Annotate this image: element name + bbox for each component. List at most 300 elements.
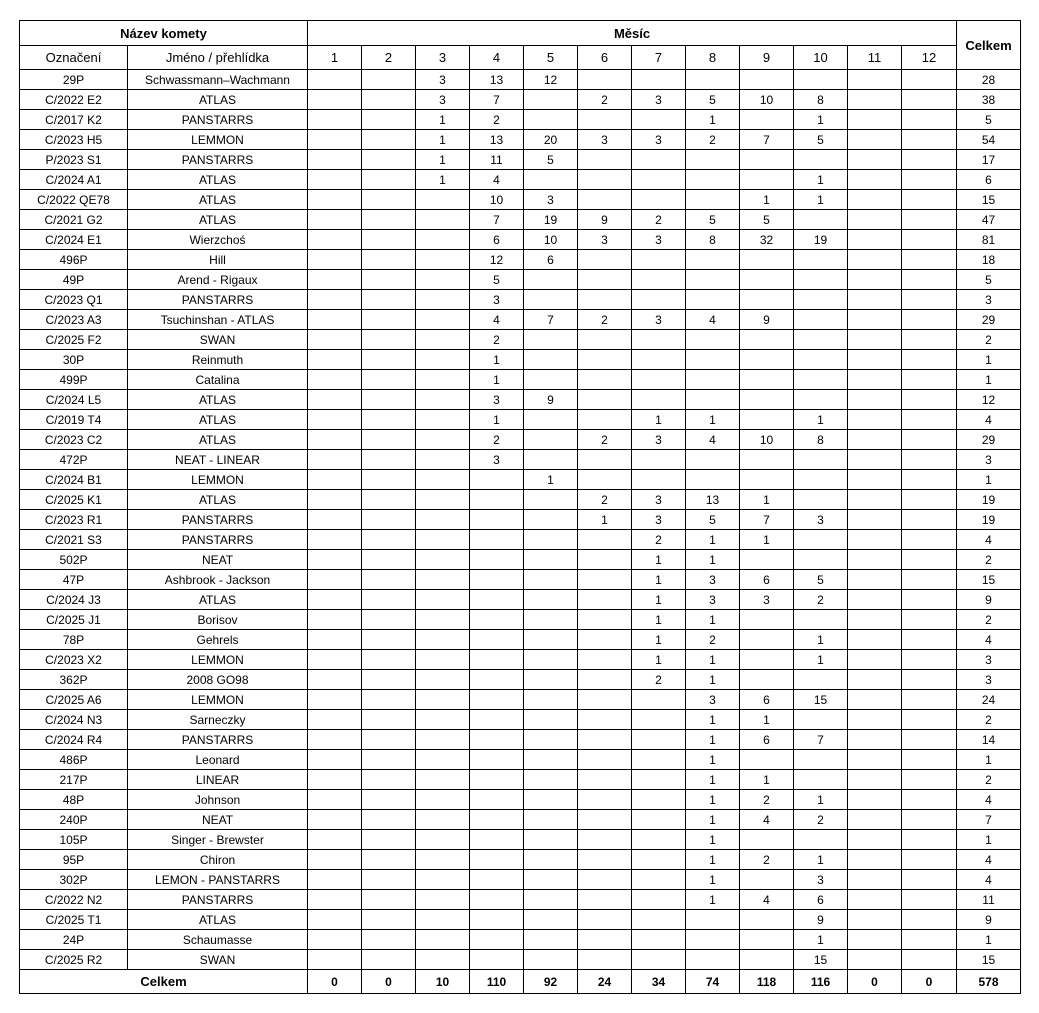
- month-count: [632, 250, 686, 270]
- month-count: [794, 210, 848, 230]
- table-row: [20, 390, 1021, 410]
- comet-name: Hill: [128, 250, 308, 270]
- month-count: [308, 130, 362, 150]
- row-total: 28: [957, 70, 1021, 90]
- row-total: 3: [957, 650, 1021, 670]
- month-count: [632, 830, 686, 850]
- month-count: [848, 490, 902, 510]
- month-count: [740, 290, 794, 310]
- comet-name: Johnson: [128, 790, 308, 810]
- month-count: [632, 890, 686, 910]
- month-count: [578, 850, 632, 870]
- month-count: [308, 270, 362, 290]
- month-count: [794, 770, 848, 790]
- month-count: [308, 710, 362, 730]
- month-count: 1: [416, 150, 470, 170]
- month-count: 7: [470, 210, 524, 230]
- month-count: [794, 670, 848, 690]
- month-count: [848, 730, 902, 750]
- month-count: 1: [686, 830, 740, 850]
- month-count: 13: [686, 490, 740, 510]
- row-total: 9: [957, 910, 1021, 930]
- month-count: [578, 790, 632, 810]
- month-count: 9: [578, 210, 632, 230]
- table-row: [20, 710, 1021, 730]
- month-count: [740, 250, 794, 270]
- month-count: [362, 950, 416, 970]
- month-count: 5: [740, 210, 794, 230]
- month-count: [524, 710, 578, 730]
- month-count: [470, 750, 524, 770]
- month-count: [902, 930, 957, 950]
- name-column-header: Jméno / přehlídka: [128, 46, 308, 70]
- month-count: [578, 630, 632, 650]
- name-group-header: Název komety: [20, 21, 308, 46]
- table-row: [20, 870, 1021, 890]
- month-count: [794, 710, 848, 730]
- month-count: [902, 230, 957, 250]
- month-count: 6: [740, 570, 794, 590]
- row-total: 18: [957, 250, 1021, 270]
- month-count: 3: [470, 290, 524, 310]
- month-count: [902, 950, 957, 970]
- month-count: [308, 890, 362, 910]
- month-count: [578, 70, 632, 90]
- month-count: 3: [686, 570, 740, 590]
- month-count: [686, 370, 740, 390]
- month-count: [848, 750, 902, 770]
- month-count: [470, 670, 524, 690]
- month-count: [686, 170, 740, 190]
- month-count: [416, 370, 470, 390]
- month-count: [794, 270, 848, 290]
- month-count: [848, 390, 902, 410]
- row-total: 81: [957, 230, 1021, 250]
- month-count: [632, 170, 686, 190]
- comet-name: LEMMON: [128, 470, 308, 490]
- month-count: 3: [794, 510, 848, 530]
- month-count: 3: [794, 870, 848, 890]
- month-count: [362, 910, 416, 930]
- month-count: [308, 450, 362, 470]
- month-count: 3: [632, 510, 686, 530]
- month-count: [470, 870, 524, 890]
- month-count: [416, 550, 470, 570]
- month-count: [794, 550, 848, 570]
- month-count: [794, 830, 848, 850]
- comet-name: PANSTARRS: [128, 530, 308, 550]
- month-count: [416, 430, 470, 450]
- month-count: [470, 630, 524, 650]
- table-row: [20, 790, 1021, 810]
- comet-name: Catalina: [128, 370, 308, 390]
- month-count: [902, 130, 957, 150]
- month-count: [632, 470, 686, 490]
- month-count: [902, 390, 957, 410]
- month-total: 110: [470, 970, 524, 994]
- comet-designation: C/2023 A3: [20, 310, 128, 330]
- month-count: [362, 650, 416, 670]
- table-row: [20, 890, 1021, 910]
- month-count: [902, 110, 957, 130]
- month-count: [416, 810, 470, 830]
- month-count: [902, 870, 957, 890]
- comet-designation: 217P: [20, 770, 128, 790]
- comet-designation: 29P: [20, 70, 128, 90]
- month-count: [362, 750, 416, 770]
- comet-name: Arend - Rigaux: [128, 270, 308, 290]
- month-count: [740, 330, 794, 350]
- comet-designation: C/2025 T1: [20, 910, 128, 930]
- comet-designation: C/2021 S3: [20, 530, 128, 550]
- comet-designation: 95P: [20, 850, 128, 870]
- comet-designation: 24P: [20, 930, 128, 950]
- month-count: [794, 250, 848, 270]
- month-count: [470, 550, 524, 570]
- month-count: [308, 810, 362, 830]
- month-count: [308, 510, 362, 530]
- month-count: [416, 670, 470, 690]
- month-count: [740, 150, 794, 170]
- comet-designation: 30P: [20, 350, 128, 370]
- comet-designation: 472P: [20, 450, 128, 470]
- month-count: [308, 190, 362, 210]
- table-row: [20, 190, 1021, 210]
- comet-name: Schaumasse: [128, 930, 308, 950]
- month-count: 1: [794, 190, 848, 210]
- month-count: [632, 150, 686, 170]
- month-count: 1: [686, 890, 740, 910]
- row-total: 4: [957, 870, 1021, 890]
- month-count: [416, 930, 470, 950]
- month-column-header: 1: [308, 46, 362, 70]
- month-count: 9: [524, 390, 578, 410]
- month-count: 1: [632, 650, 686, 670]
- month-count: 1: [686, 410, 740, 430]
- month-count: [470, 570, 524, 590]
- month-count: [308, 630, 362, 650]
- month-count: [470, 690, 524, 710]
- month-count: [362, 490, 416, 510]
- month-count: [848, 190, 902, 210]
- month-count: [416, 910, 470, 930]
- month-count: [848, 110, 902, 130]
- month-group-header: Měsíc: [308, 21, 957, 46]
- month-count: [416, 230, 470, 250]
- month-count: [902, 70, 957, 90]
- month-count: [524, 110, 578, 130]
- month-count: [902, 350, 957, 370]
- month-count: [578, 650, 632, 670]
- month-count: [902, 430, 957, 450]
- row-total: 1: [957, 750, 1021, 770]
- comet-name: Schwassmann–Wachmann: [128, 70, 308, 90]
- grand-total: 578: [957, 970, 1021, 994]
- month-total: 116: [794, 970, 848, 994]
- month-count: [902, 770, 957, 790]
- month-count: [740, 410, 794, 430]
- comet-designation: C/2023 R1: [20, 510, 128, 530]
- month-count: [632, 710, 686, 730]
- row-total: 29: [957, 430, 1021, 450]
- month-count: [740, 270, 794, 290]
- month-count: [848, 570, 902, 590]
- month-count: [740, 70, 794, 90]
- comet-name: PANSTARRS: [128, 150, 308, 170]
- month-count: [848, 890, 902, 910]
- month-column-header: 10: [794, 46, 848, 70]
- month-count: [416, 270, 470, 290]
- month-count: 1: [470, 350, 524, 370]
- month-count: [524, 330, 578, 350]
- month-count: [416, 470, 470, 490]
- month-count: [524, 290, 578, 310]
- month-count: [578, 250, 632, 270]
- row-total: 3: [957, 290, 1021, 310]
- comet-designation: C/2024 L5: [20, 390, 128, 410]
- month-count: [578, 610, 632, 630]
- month-count: [848, 370, 902, 390]
- month-count: [740, 610, 794, 630]
- month-count: 2: [686, 130, 740, 150]
- month-count: 2: [578, 310, 632, 330]
- month-count: [686, 470, 740, 490]
- month-count: 5: [686, 210, 740, 230]
- table-row: [20, 530, 1021, 550]
- month-count: [524, 550, 578, 570]
- comet-name: ATLAS: [128, 170, 308, 190]
- table-row: [20, 70, 1021, 90]
- month-count: [578, 710, 632, 730]
- month-count: [308, 90, 362, 110]
- month-count: [470, 710, 524, 730]
- month-count: [740, 110, 794, 130]
- month-count: 5: [524, 150, 578, 170]
- month-count: [308, 230, 362, 250]
- comet-name: ATLAS: [128, 490, 308, 510]
- month-count: [632, 390, 686, 410]
- month-count: 3: [578, 230, 632, 250]
- month-count: [362, 230, 416, 250]
- table-row: [20, 370, 1021, 390]
- comet-name: Borisov: [128, 610, 308, 630]
- comet-name: LEMON - PANSTARRS: [128, 870, 308, 890]
- month-count: [416, 770, 470, 790]
- month-count: [902, 710, 957, 730]
- month-count: [902, 290, 957, 310]
- table-row: [20, 910, 1021, 930]
- comet-designation: C/2023 H5: [20, 130, 128, 150]
- month-count: [470, 890, 524, 910]
- table-row: [20, 690, 1021, 710]
- comet-designation: 78P: [20, 630, 128, 650]
- month-count: [308, 70, 362, 90]
- comet-designation: C/2025 R2: [20, 950, 128, 970]
- month-total: 24: [578, 970, 632, 994]
- month-count: [578, 890, 632, 910]
- month-count: 1: [686, 810, 740, 830]
- month-count: 1: [794, 930, 848, 950]
- month-count: [740, 470, 794, 490]
- month-count: [416, 350, 470, 370]
- month-count: [848, 70, 902, 90]
- comet-name: ATLAS: [128, 90, 308, 110]
- month-count: 1: [794, 650, 848, 670]
- month-count: 1: [686, 670, 740, 690]
- month-count: 13: [470, 130, 524, 150]
- month-count: 1: [632, 550, 686, 570]
- month-count: [848, 690, 902, 710]
- month-count: 1: [686, 650, 740, 670]
- comet-name: NEAT: [128, 810, 308, 830]
- month-count: [470, 790, 524, 810]
- month-count: [578, 550, 632, 570]
- month-count: [794, 750, 848, 770]
- month-count: [632, 450, 686, 470]
- month-count: [578, 170, 632, 190]
- month-count: [578, 530, 632, 550]
- month-count: [632, 810, 686, 830]
- comet-designation: C/2021 G2: [20, 210, 128, 230]
- month-count: [362, 570, 416, 590]
- month-count: 5: [686, 90, 740, 110]
- month-count: [308, 430, 362, 450]
- comet-designation: P/2023 S1: [20, 150, 128, 170]
- month-count: [308, 330, 362, 350]
- month-count: 3: [578, 130, 632, 150]
- month-count: [902, 450, 957, 470]
- month-count: 5: [686, 510, 740, 530]
- month-count: [416, 210, 470, 230]
- totals-label: Celkem: [20, 970, 308, 994]
- table-row: [20, 90, 1021, 110]
- month-count: [362, 930, 416, 950]
- month-count: [902, 90, 957, 110]
- month-count: [578, 950, 632, 970]
- row-total: 15: [957, 950, 1021, 970]
- month-count: [524, 890, 578, 910]
- month-count: 8: [794, 430, 848, 450]
- comet-designation: C/2023 C2: [20, 430, 128, 450]
- table-row: [20, 310, 1021, 330]
- month-count: 7: [740, 130, 794, 150]
- table-row: [20, 610, 1021, 630]
- table-row: [20, 230, 1021, 250]
- month-count: 3: [470, 450, 524, 470]
- comet-designation: 362P: [20, 670, 128, 690]
- month-count: [362, 90, 416, 110]
- month-column-header: 12: [902, 46, 957, 70]
- month-count: [848, 90, 902, 110]
- month-count: [524, 370, 578, 390]
- month-count: [848, 330, 902, 350]
- month-count: 1: [524, 470, 578, 490]
- month-count: [578, 190, 632, 210]
- row-total: 24: [957, 690, 1021, 710]
- month-count: [578, 570, 632, 590]
- month-count: 1: [794, 170, 848, 190]
- month-count: 32: [740, 230, 794, 250]
- month-count: [794, 150, 848, 170]
- month-count: 3: [470, 390, 524, 410]
- month-count: 6: [740, 690, 794, 710]
- month-count: [848, 290, 902, 310]
- month-count: [524, 350, 578, 370]
- month-count: [848, 510, 902, 530]
- month-count: 2: [578, 90, 632, 110]
- month-count: [524, 410, 578, 430]
- month-count: 3: [632, 130, 686, 150]
- row-total: 7: [957, 810, 1021, 830]
- month-count: 1: [686, 610, 740, 630]
- month-count: [416, 570, 470, 590]
- month-count: 1: [686, 710, 740, 730]
- month-count: 7: [524, 310, 578, 330]
- month-count: [524, 510, 578, 530]
- month-count: [308, 310, 362, 330]
- month-count: 2: [740, 850, 794, 870]
- header-row-groups: [20, 21, 1021, 46]
- month-count: [902, 630, 957, 650]
- comet-name: PANSTARRS: [128, 110, 308, 130]
- month-count: [686, 290, 740, 310]
- month-count: [524, 650, 578, 670]
- row-total: 1: [957, 350, 1021, 370]
- month-count: [524, 490, 578, 510]
- month-count: [902, 750, 957, 770]
- month-count: [362, 690, 416, 710]
- month-count: [524, 730, 578, 750]
- month-count: [848, 130, 902, 150]
- row-total: 38: [957, 90, 1021, 110]
- table-body: [20, 70, 1021, 970]
- month-count: [902, 330, 957, 350]
- month-count: [524, 790, 578, 810]
- month-count: [632, 350, 686, 370]
- month-count: [416, 530, 470, 550]
- month-count: [740, 870, 794, 890]
- month-count: [362, 350, 416, 370]
- row-total: 15: [957, 190, 1021, 210]
- month-count: [902, 650, 957, 670]
- month-count: [794, 370, 848, 390]
- month-count: [362, 170, 416, 190]
- month-count: [632, 750, 686, 770]
- table-row: [20, 730, 1021, 750]
- month-count: [524, 530, 578, 550]
- comet-name: LEMMON: [128, 690, 308, 710]
- table-row: [20, 110, 1021, 130]
- month-count: [740, 910, 794, 930]
- month-column-header: 11: [848, 46, 902, 70]
- comet-name: Sarneczky: [128, 710, 308, 730]
- month-count: 1: [416, 130, 470, 150]
- month-count: [848, 810, 902, 830]
- comet-designation: 496P: [20, 250, 128, 270]
- month-count: 2: [794, 590, 848, 610]
- month-count: [470, 490, 524, 510]
- comet-name: Chiron: [128, 850, 308, 870]
- comet-name: Wierzchoś: [128, 230, 308, 250]
- month-column-header: 8: [686, 46, 740, 70]
- month-count: 3: [416, 90, 470, 110]
- comet-name: Gehrels: [128, 630, 308, 650]
- month-count: [416, 950, 470, 970]
- month-count: [308, 750, 362, 770]
- table-row: [20, 950, 1021, 970]
- month-count: 10: [740, 430, 794, 450]
- comet-name: PANSTARRS: [128, 730, 308, 750]
